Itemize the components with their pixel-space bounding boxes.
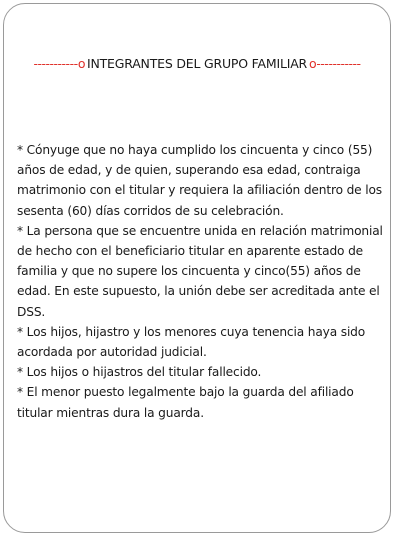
list-item-spouse: * Cónyuge que no haya cumplido los cincuenta y cinco (55) años de edad, y de quien, superando esa edad, contraiga matrimonio con el titular y requiera la afiliación dentro de los sesenta (60) días corridos de su celebración. [17, 143, 382, 218]
list-item-children: * Los hijos, hijastro y los menores cuya tenencia haya sido acordada por autoridad judicial. [17, 324, 366, 360]
list-item-deceased-titular-children: * Los hijos o hijastros del titular fallecido. [17, 365, 262, 380]
heading-right-decoration: o----------- [309, 56, 361, 71]
members-list [17, 140, 387, 423]
section-heading [4, 56, 390, 71]
info-card [3, 3, 391, 533]
heading-left-decoration: -----------o [33, 56, 85, 71]
list-item-minor-under-guardianship: * El menor puesto legalmente bajo la guarda del afiliado titular mientras dura la guarda. [17, 385, 354, 420]
heading-title: INTEGRANTES DEL GRUPO FAMILIAR [86, 56, 308, 71]
list-item-domestic-partner: * La persona que se encuentre unida en relación matrimonial de hecho con el beneficiario titular en aparente estado de familia y que no supere los cincuenta y cinco(55) años de edad. En este supuesto, la unión debe ser acreditada ante el DSS. [17, 223, 383, 319]
